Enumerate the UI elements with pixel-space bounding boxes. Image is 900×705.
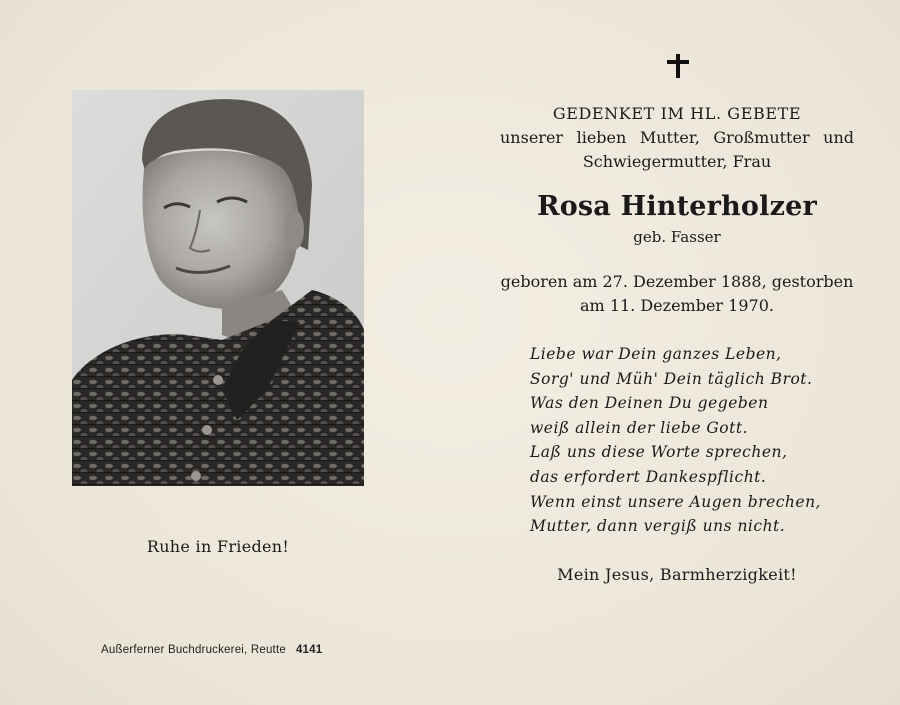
heading: GEDENKET IM HL. GEBETE [552,104,802,123]
intro-text [496,102,858,174]
dates-line-2: am 11. Dezember 1970. [580,296,774,315]
dates-line-1: geboren am 27. Dezember 1888, gestorben [500,272,854,291]
deceased-name: Rosa Hinterholzer [537,191,817,222]
poem [530,342,858,539]
poem-line: Was den Deinen Du gegeben [530,394,769,413]
rest-in-peace-caption: Ruhe in Frieden! [146,537,290,556]
closing-prayer: Mein Jesus, Barmherzigkeit! [557,564,797,584]
maiden-name: geb. Fasser [633,228,721,246]
cross-icon [496,50,858,88]
portrait-image [72,90,364,486]
poem-line: das erfordert Dankespflicht. [530,467,767,486]
portrait-photo [72,90,364,486]
printer-name: Außerferner Buchdruckerei, Reutte [101,644,286,656]
poem-line: Mutter, dann vergiß uns nicht. [530,517,786,536]
intro-line-2: unserer lieben Mutter, Großmutter und [500,128,854,147]
memorial-text [496,50,858,584]
poem-line: weiß allein der liebe Gott. [530,418,749,437]
poem-line: Wenn einst unsere Augen brechen, [530,492,821,511]
print-number: 4141 [295,644,323,656]
intro-line-3: Schwiegermutter, Frau [582,152,772,171]
life-dates [496,270,858,318]
poem-line: Laß uns diese Worte sprechen, [530,443,788,462]
poem-line: Liebe war Dein ganzes Leben, [530,345,782,363]
poem-line: Sorg' und Müh' Dein täglich Brot. [530,369,813,388]
printer-imprint [101,644,322,656]
